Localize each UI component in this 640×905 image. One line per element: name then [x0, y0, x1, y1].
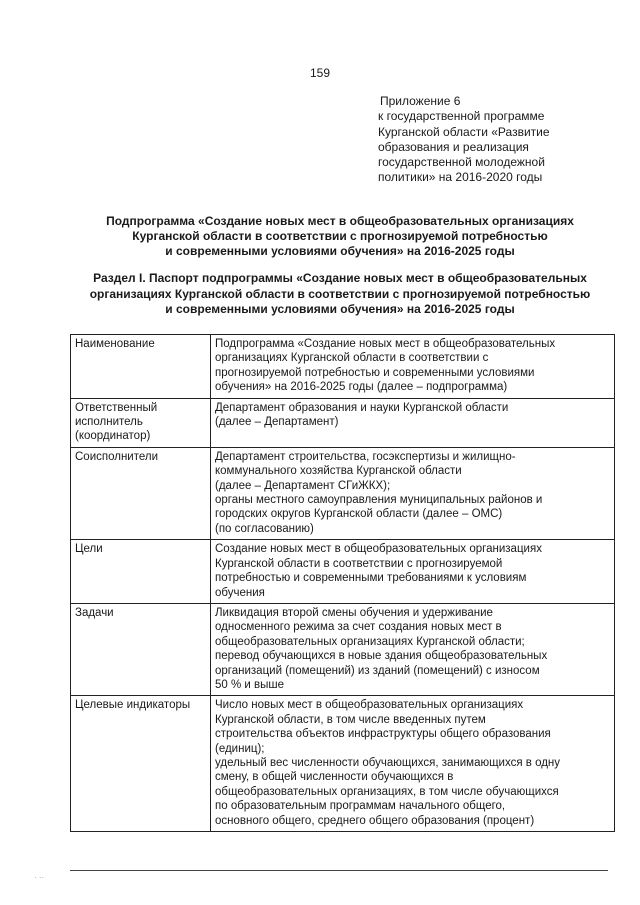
content-line: Курганской области в соответствии с прогнозируемой	[215, 557, 503, 570]
content-line: удельный вес численности обучающихся, занимающихся в одну	[215, 756, 561, 769]
passport-row-content	[211, 398, 615, 447]
content-line: основного общего, среднего общего образования (процент)	[215, 814, 535, 827]
section-title-line: Раздел I. Паспорт подпрограммы «Создание новых мест в общеобразовательных	[93, 271, 587, 285]
subprogram-title-line: Подпрограмма «Создание новых мест в общеобразовательных организациях	[106, 214, 574, 228]
passport-row-content	[211, 447, 615, 539]
passport-table-body	[71, 335, 615, 832]
content-line: (по согласованию)	[215, 522, 314, 535]
content-line: строительства объектов инфраструктуры общего образования	[215, 728, 551, 741]
passport-row-content	[211, 335, 615, 399]
passport-table	[70, 334, 615, 832]
appendix-line: Курганской области «Развитие	[378, 124, 550, 139]
passport-row	[71, 540, 615, 604]
passport-row	[71, 603, 615, 695]
section-title	[40, 271, 640, 318]
content-line: смену, в общей численности обучающихся в	[215, 771, 454, 784]
content-line: обучения	[215, 586, 265, 599]
passport-row-content	[211, 540, 615, 604]
content-line: (далее – Департамент СГиЖКХ);	[215, 479, 391, 492]
passport-row-label	[71, 696, 211, 832]
scan-artifact: · ··	[34, 873, 45, 882]
content-line: органы местного самоуправления муниципальных районов и	[215, 494, 543, 507]
content-line: коммунального хозяйства Курганской области	[215, 465, 462, 478]
passport-row	[71, 398, 615, 447]
passport-row-label	[71, 447, 211, 539]
label-line: Ответственный	[75, 401, 158, 414]
content-line: общеобразовательных организациях, в том числе обучающихся	[215, 785, 559, 798]
content-line: обучения» на 2016-2025 годы (далее – подпрограмма)	[215, 381, 508, 394]
passport-row-label	[71, 603, 211, 695]
content-line: односменного режима за счет создания новых мест в	[215, 621, 502, 634]
appendix-line: к государственной программе	[378, 109, 545, 124]
passport-row	[71, 335, 615, 399]
passport-row-label	[71, 335, 211, 399]
section-title-line: организациях Курганской области в соответствии с прогнозируемой потребностью	[89, 286, 591, 301]
section-title-line: и современными условиями обучения» на 2016-2025 годы	[165, 302, 515, 316]
content-line: Департамент образования и науки Курганской области	[215, 401, 509, 414]
content-line: Подпрограмма «Создание новых мест в общеобразовательных	[215, 338, 556, 350]
appendix-line: Приложение 6	[380, 94, 461, 108]
content-line: общеобразовательных организациях Курганской области;	[215, 635, 525, 648]
page-number: 159	[309, 66, 331, 80]
content-line: 50 % и выше	[215, 678, 285, 691]
passport-row-label	[71, 398, 211, 447]
content-line: Департамент строительства, госэкспертизы и жилищно-	[215, 450, 516, 463]
content-line: организациях Курганской области в соответствии с	[215, 352, 489, 365]
passport-row	[71, 696, 615, 832]
label-line: Задачи	[75, 606, 114, 619]
subprogram-title-line: Курганской области в соответствии с прогнозируемой потребностью	[132, 229, 548, 243]
content-line: Курганской области, в том числе введенных путем	[215, 713, 486, 726]
label-line: Наименование	[75, 338, 155, 350]
content-line: Создание новых мест в общеобразовательных организациях	[215, 543, 542, 556]
content-line: Число новых мест в общеобразовательных организациях	[215, 699, 524, 712]
content-line: прогнозируемой потребностью и современными условиями	[215, 366, 535, 379]
subprogram-title	[40, 214, 640, 259]
appendix-note	[378, 94, 578, 186]
passport-row-content	[211, 603, 615, 695]
label-line: Соисполнители	[75, 450, 159, 463]
label-line: Целевые индикаторы	[75, 699, 191, 712]
passport-row-content	[211, 696, 615, 832]
content-line: (единиц);	[215, 742, 265, 755]
content-line: перевод обучающихся в новые здания общеобразовательных	[215, 650, 548, 663]
appendix-line: государственной молодежной	[378, 155, 545, 170]
passport-row-label	[71, 540, 211, 604]
appendix-line: политики» на 2016-2020 годы	[378, 170, 543, 185]
appendix-line: образования и реализация	[378, 139, 529, 154]
content-line: (далее – Департамент)	[215, 416, 339, 429]
label-line: Цели	[75, 543, 103, 556]
content-line: городских округов Курганской области (далее – ОМС)	[215, 508, 503, 521]
content-line: по образовательным программам начального общего,	[215, 800, 506, 813]
subprogram-title-line: и современными условиями обучения» на 2016-2025 годы	[165, 244, 515, 258]
bottom-divider	[70, 870, 608, 871]
label-line: исполнитель	[75, 416, 143, 429]
passport-row	[71, 447, 615, 539]
label-line: (координатор)	[75, 430, 151, 443]
content-line: Ликвидация второй смены обучения и удерживание	[215, 606, 493, 619]
content-line: потребностью и современными требованиями к условиям	[215, 572, 527, 585]
content-line: организаций (помещений) из зданий (помещений) с износом	[215, 664, 540, 677]
